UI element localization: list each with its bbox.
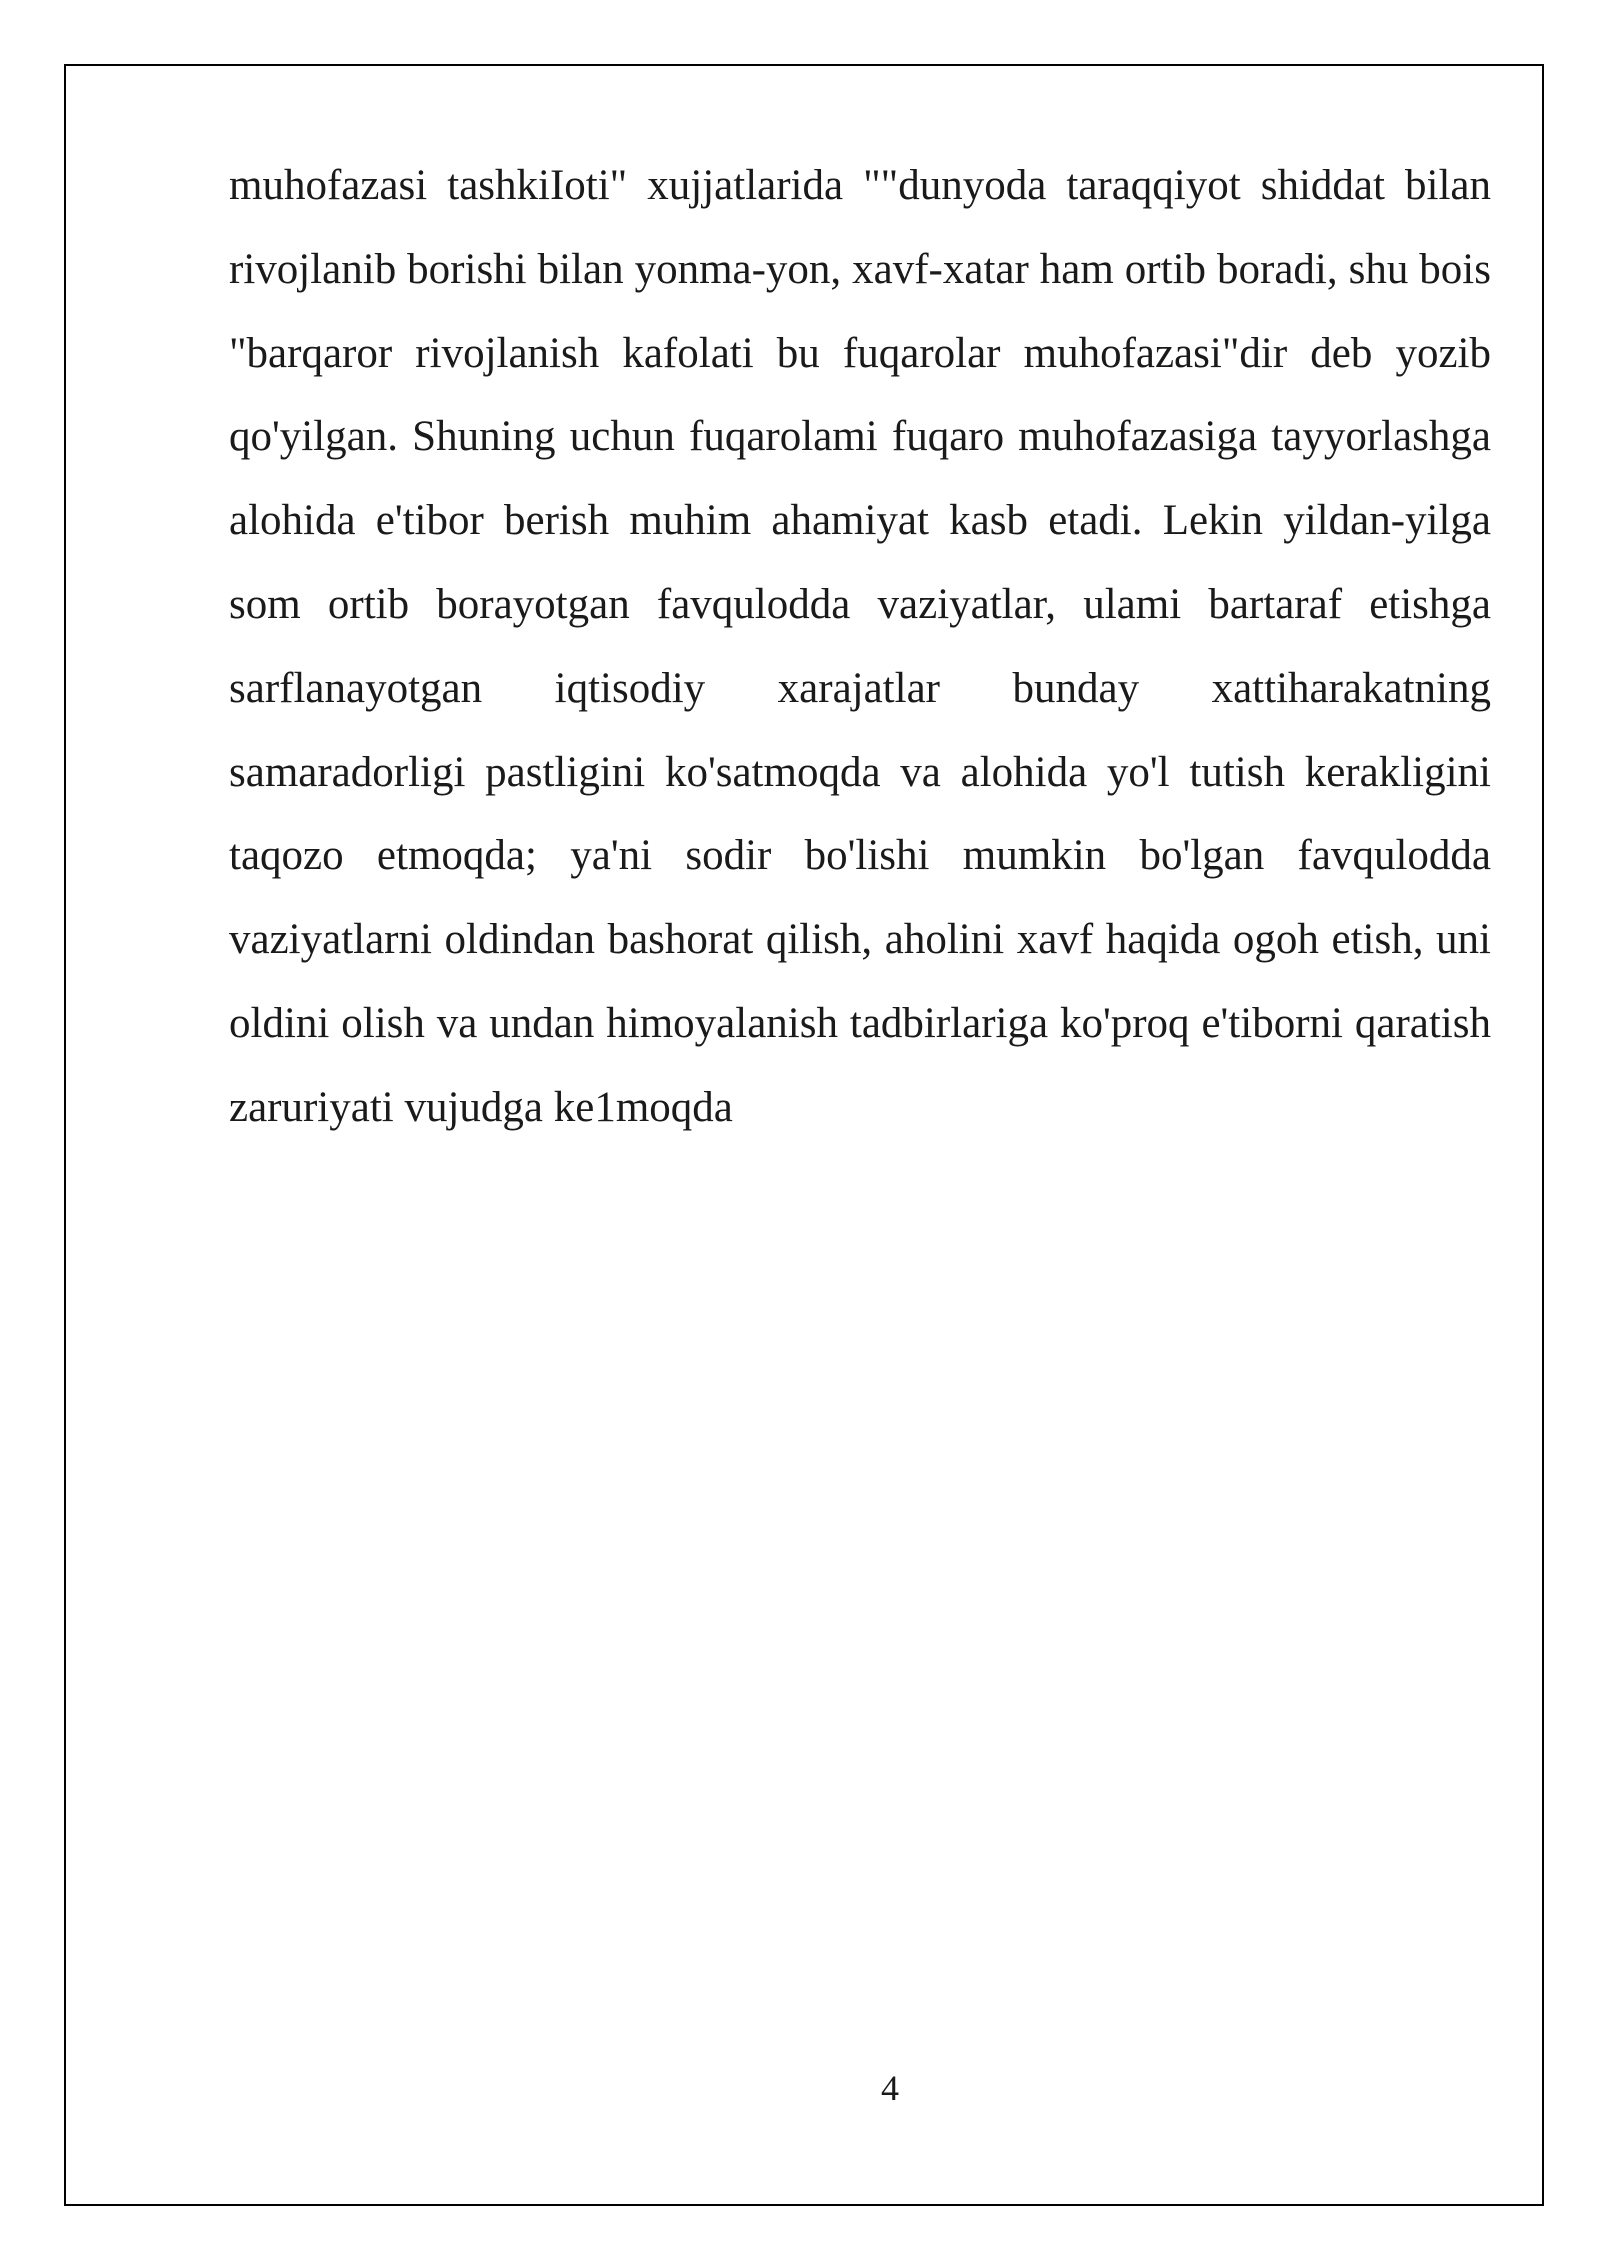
page-number: 4	[881, 2068, 899, 2108]
body-paragraph: muhofazasi tashkiIoti" xujjatlarida ""dunyoda taraqqiyot shiddat bilan rivojlanib borishi bilan yonma-yon, xavf-xatar ham ortib boradi, shu bois "barqaror rivojlanish kafolati bu fuqarolar muhofazasi"dir deb yozib qo'yilgan. Shuning uchun fuqarolami fuqaro muhofazasiga tayyorlashga alohida e'tibor berish muhim ahamiyat kasb etadi. Lekin yildan-yilga som ortib borayotgan favqulodda vaziyatlar, ulami bartaraf etishga sarflanayotgan iqtisodiy xarajatlar bunday xattiharakatning samaradorligi pastligini ko'satmoqda va alohida yo'l tutish kerakligini taqozo etmoqda; ya'ni sodir bo'lishi mumkin bo'lgan favqulodda vaziyatlarni oldindan bashorat qilish, aholini xavf haqida ogoh etish, uni oldini olish va undan himoyalanish tadbirlariga ko'proq e'tiborni qaratish zaruriyati vujudga ke1moqda	[229, 162, 1491, 1131]
